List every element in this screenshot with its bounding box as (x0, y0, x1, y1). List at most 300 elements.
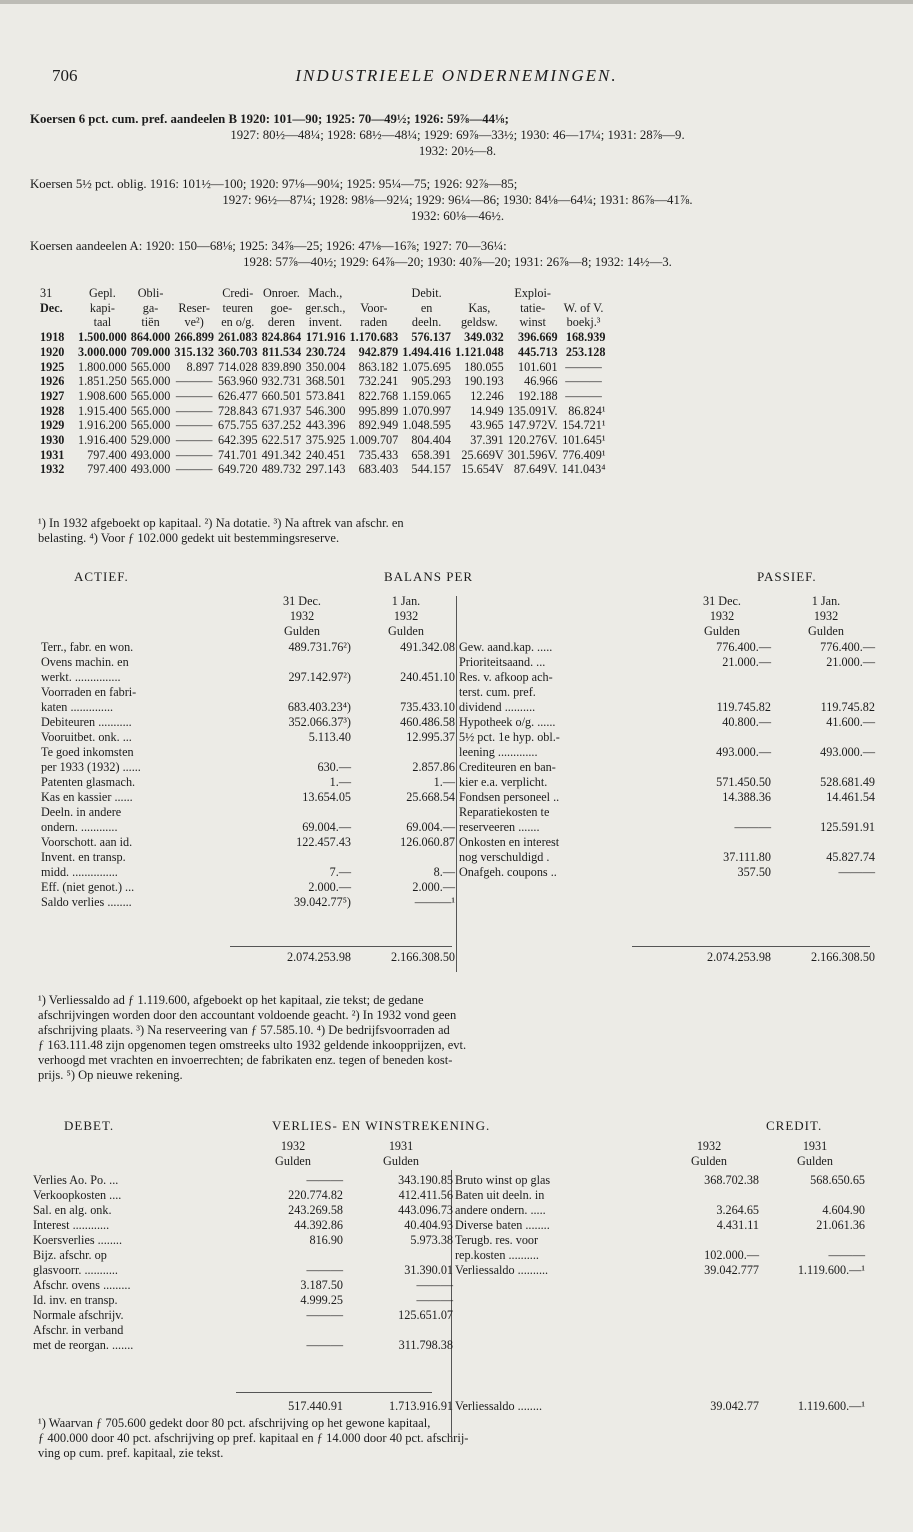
total-value: 1.119.600.—¹ (797, 1399, 865, 1413)
value-cell: 1.121.048 (454, 344, 504, 359)
table-row (38, 895, 458, 910)
table-row (38, 374, 607, 389)
col-head: Gulden (383, 1154, 419, 1168)
table-row (456, 865, 878, 880)
value-cell: ——— (175, 462, 213, 477)
row-value: 12.995.37 (406, 730, 455, 744)
row-value: 683.403.23⁴) (287, 700, 351, 714)
page-header (0, 66, 913, 96)
value-cell: ——— (565, 359, 602, 374)
value-cell: ——— (175, 374, 213, 389)
year-cell: 1932 (40, 462, 65, 477)
header-row (38, 286, 607, 301)
note-line: belasting. ⁴) Voor ƒ 102.000 gedekt uit bestemmingsreserve. (38, 531, 340, 545)
row-value (774, 730, 878, 745)
row-value: 40.404.93 (404, 1218, 453, 1232)
row-value: 125.591.91 (820, 820, 875, 834)
row-label: andere ondern. ..... (455, 1203, 546, 1217)
row-value (762, 1188, 868, 1203)
row-label: rep.kosten .......... (455, 1248, 539, 1262)
row-value (250, 685, 354, 700)
row-value: 39.042.777 (704, 1263, 759, 1277)
row-value: 40.800.— (722, 715, 771, 729)
value-cell: 46.966 (524, 374, 558, 389)
row-value: 489.731.76²) (288, 640, 351, 654)
col-head: 1932 (709, 609, 735, 623)
row-value: 37.111.80 (723, 850, 771, 864)
row-label: Ovens machin. en (41, 655, 129, 669)
history-notes (38, 516, 878, 546)
value-cell: 493.000 (130, 447, 171, 462)
value-cell: ——— (175, 388, 213, 403)
col-head: 1 Jan. (391, 594, 421, 608)
column-header: deren (267, 315, 295, 330)
value-cell: 1.916.400 (78, 433, 127, 448)
table-row (38, 835, 458, 850)
row-value (346, 1323, 456, 1338)
row-label: Terugb. res. voor (455, 1233, 539, 1247)
row-value: 5.113.40 (308, 730, 351, 744)
table-row (456, 820, 878, 835)
row-value: 122.457.43 (296, 835, 351, 849)
row-value: 4.431.11 (716, 1218, 759, 1232)
table-row (456, 685, 878, 700)
row-label: ondern. ............ (41, 820, 118, 834)
value-cell: 491.342 (261, 447, 302, 462)
row-label: Crediteuren en ban- (459, 760, 556, 774)
row-value: 41.600.— (826, 715, 875, 729)
col-head: 1932 (280, 1139, 306, 1153)
value-cell: 565.000 (130, 374, 171, 389)
column-header (347, 286, 400, 301)
value-cell: 576.137 (411, 330, 451, 345)
row-value: 3.264.65 (716, 1203, 759, 1217)
value-cell: 675.755 (217, 418, 258, 433)
passief-table (456, 640, 878, 880)
note-line: ¹) Waarvan ƒ 705.600 gedekt door 80 pct. afschrijving op het gewone kapitaal, (38, 1416, 431, 1430)
value-cell: 728.843 (217, 403, 258, 418)
row-value: 493.000.— (716, 745, 771, 759)
row-label: terst. cum. pref. (459, 685, 536, 699)
row-label: Gew. aand.kap. ..... (459, 640, 553, 654)
row-label: Onafgeh. coupons .. (459, 865, 557, 879)
value-cell: 565.000 (130, 403, 171, 418)
row-value (354, 655, 458, 670)
koersen-line: 1927: 96½—87¼; 1928: 98⅛—92¼; 1929: 96¼—86; 1930: 84⅛—64¼; 1931: 86⅞—41⅞. (222, 193, 693, 207)
row-value: 119.745.82 (820, 700, 875, 714)
row-value (774, 835, 878, 850)
value-cell: 489.732 (261, 462, 302, 477)
value-cell: 154.721¹ (562, 418, 606, 433)
total-label: Verliessaldo ........ (455, 1399, 542, 1413)
table-row (38, 640, 458, 655)
value-cell: 892.949 (358, 418, 399, 433)
value-cell: 622.517 (261, 433, 302, 448)
value-cell: 443.396 (305, 418, 346, 433)
value-cell: 797.400 (87, 447, 127, 462)
row-value (774, 685, 878, 700)
value-cell: 1.500.000 (78, 330, 127, 345)
row-label: leening ............. (459, 745, 538, 759)
row-value: ——— (416, 1278, 453, 1292)
row-value: 571.450.50 (716, 775, 771, 789)
page-number: 706 (52, 66, 78, 85)
row-label: Diverse baten ........ (455, 1218, 550, 1232)
row-value: 125.651.07 (398, 1308, 453, 1322)
row-value: 102.000.— (704, 1248, 759, 1262)
row-label: Patenten glasmach. (41, 775, 136, 789)
row-label: Eff. (niet genot.) ... (41, 880, 135, 894)
row-label: Verlies Ao. Po. ... (33, 1173, 119, 1187)
value-cell: 297.143 (305, 462, 346, 477)
row-value (240, 1323, 346, 1338)
row-value: 119.745.82 (716, 700, 771, 714)
row-value (354, 745, 458, 760)
year-cell: 1927 (40, 388, 65, 403)
col-head: Gulden (284, 624, 320, 638)
value-cell: 1.159.065 (402, 388, 451, 403)
value-cell: ——— (175, 418, 213, 433)
table-row (456, 775, 878, 790)
total-value: 2.074.253.98 (707, 950, 771, 964)
value-cell: 180.055 (464, 359, 504, 374)
value-cell: 797.400 (87, 462, 127, 477)
row-value (354, 805, 458, 820)
value-cell: 301.596V. (507, 447, 558, 462)
year-cell: 1925 (40, 359, 65, 374)
table-row (30, 1218, 456, 1233)
debet-total-rule (236, 1392, 432, 1393)
row-value (670, 835, 774, 850)
row-label: Verliessaldo .......... (455, 1263, 549, 1277)
table-row (452, 1248, 868, 1263)
row-value (656, 1233, 762, 1248)
value-cell: 824.864 (261, 330, 302, 345)
value-cell: 253.128 (565, 344, 606, 359)
column-header (560, 286, 608, 301)
table-row (456, 760, 878, 775)
running-title: INDUSTRIEELE ONDERNEMINGEN. (295, 66, 618, 85)
row-label: nog verschuldigd . (459, 850, 550, 864)
total-value: 2.166.308.50 (811, 950, 875, 964)
row-value (346, 1248, 456, 1263)
value-cell: 349.032 (464, 330, 504, 345)
row-label: reserveeren ....... (459, 820, 540, 834)
table-row (38, 700, 458, 715)
table-row (38, 745, 458, 760)
row-value: 8.— (433, 865, 455, 879)
row-label: kier e.a. verplicht. (459, 775, 548, 789)
row-value: 4.604.90 (822, 1203, 865, 1217)
value-cell: 1.851.250 (78, 374, 127, 389)
table-row (30, 1233, 456, 1248)
column-header: Credi- (222, 286, 254, 300)
value-cell: 87.649V. (513, 462, 558, 477)
row-value: 2.000.— (308, 880, 351, 894)
row-value: ——— (306, 1308, 343, 1322)
row-value: 1.— (329, 775, 351, 789)
table-row (456, 790, 878, 805)
column-header: en (420, 300, 433, 315)
year-cell: 1928 (40, 403, 65, 418)
row-label: Afschr. ovens ......... (33, 1278, 131, 1292)
value-cell: 1.916.200 (78, 418, 127, 433)
value-cell: 714.028 (217, 359, 258, 374)
row-value: 343.190.85 (398, 1173, 453, 1187)
row-label: Vooruitbet. onk. ... (41, 730, 132, 744)
table-row (456, 745, 878, 760)
col-head: 1 Jan. (811, 594, 841, 608)
value-cell: ——— (565, 374, 602, 389)
row-label: werkt. ............... (41, 670, 121, 684)
col-head: 1931 (388, 1139, 414, 1153)
table-row (38, 670, 458, 685)
value-cell: 396.669 (518, 330, 558, 345)
row-label: Voorschott. aan id. (41, 835, 133, 849)
koersen-line: 1928: 57⅞—40½; 1929: 64⅞—20; 1930: 40⅞—20; 1931: 26⅞—8; 1932: 14½—3. (243, 255, 672, 269)
value-cell: 1.908.600 (78, 388, 127, 403)
col-head: 1932 (813, 609, 839, 623)
note-line: ¹) Verliessaldo ad ƒ 1.119.600, afgeboekt op het kapitaal, zie tekst; de gedane (38, 993, 424, 1007)
value-cell: 565.000 (130, 388, 171, 403)
table-row (30, 1203, 456, 1218)
value-cell: ——— (175, 433, 213, 448)
value-cell: 776.409¹ (562, 447, 606, 462)
value-cell: ——— (565, 388, 602, 403)
table-row (30, 1278, 456, 1293)
balans-notes (38, 993, 874, 1083)
column-header: boekj.³ (566, 315, 601, 330)
value-cell: 25.669V (461, 447, 504, 462)
row-value: 220.774.82 (288, 1188, 343, 1202)
row-label: Bruto winst op glas (455, 1173, 551, 1187)
value-cell: 368.501 (305, 374, 346, 389)
row-label: Normale afschrijv. (33, 1308, 124, 1322)
column-header: invent. (308, 315, 343, 330)
row-label: 5½ pct. 1e hyp. obl.- (459, 730, 560, 744)
year-cell: 1929 (40, 418, 65, 433)
value-cell: 565.000 (130, 359, 171, 374)
table-row (30, 1293, 456, 1308)
value-cell: 660.501 (261, 388, 302, 403)
table-row (452, 1188, 868, 1203)
row-label: katen .............. (41, 700, 114, 714)
col-head: Gulden (388, 624, 424, 638)
value-cell: 266.899 (174, 330, 214, 345)
table-row (38, 360, 607, 375)
value-cell: 735.433 (358, 447, 399, 462)
column-header: W. of V. (563, 300, 604, 315)
column-header: raden (360, 315, 388, 330)
column-header: kapi- (89, 300, 115, 315)
column-header: en o/g. (221, 315, 255, 330)
table-row (38, 462, 607, 477)
value-cell: 683.403 (358, 462, 399, 477)
row-value: 21.000.— (826, 655, 875, 669)
value-cell: 546.300 (305, 403, 346, 418)
row-value (354, 685, 458, 700)
value-cell: 261.083 (217, 330, 258, 345)
row-label: Koersverlies ........ (33, 1233, 123, 1247)
row-label: Deeln. in andere (41, 805, 122, 819)
value-cell: ——— (175, 403, 213, 418)
table-row (456, 670, 878, 685)
debet-table (30, 1173, 456, 1353)
row-value: 368.702.38 (704, 1173, 759, 1187)
row-value: 630.— (317, 760, 351, 774)
value-cell: 12.246 (470, 388, 504, 403)
actief-total (38, 950, 458, 965)
table-row (38, 389, 607, 404)
value-cell: 168.939 (565, 330, 606, 345)
row-label: Debiteuren ........... (41, 715, 132, 729)
table-row (38, 448, 607, 463)
row-value: 39.042.77⁵) (293, 895, 351, 909)
koersen-line: 1927: 80½—48¼; 1928: 68½—48¼; 1929: 69⅞—33½; 1930: 46—17¼; 1931: 28⅞—9. (230, 128, 685, 142)
value-cell: 649.720 (217, 462, 258, 477)
value-cell: 37.391 (470, 433, 504, 448)
koersen-line: Koersen aandeelen A: 1920: 150—68⅛; 1925: 34⅞—25; 1926: 47⅛—16⅞; 1927: 70—36¼: (30, 239, 507, 253)
row-label: Interest ............ (33, 1218, 110, 1232)
value-cell: 147.972V. (507, 418, 558, 433)
table-row (38, 345, 607, 360)
row-value: 1.— (433, 775, 455, 789)
table-row (456, 715, 878, 730)
credit-table (452, 1173, 868, 1278)
column-header: teuren (222, 300, 253, 315)
debet-title: DEBET. (64, 1118, 115, 1133)
row-value: 311.798.38 (398, 1338, 453, 1352)
balans-col-head-left (38, 594, 458, 639)
value-cell: 1.070.997 (402, 403, 451, 418)
row-value: 44.392.86 (294, 1218, 343, 1232)
note-line: ving op cum. pref. kapitaal, zie tekst. (38, 1446, 224, 1460)
row-value: 45.827.74 (826, 850, 875, 864)
table-row (38, 433, 607, 448)
value-cell: 1.915.400 (78, 403, 127, 418)
value-cell: 942.879 (358, 344, 399, 359)
value-cell: 637.252 (261, 418, 302, 433)
row-value: 3.187.50 (300, 1278, 343, 1292)
row-label: Prioriteitsaand. ... (459, 655, 546, 669)
row-value (250, 850, 354, 865)
row-value: 21.000.— (722, 655, 771, 669)
column-header (38, 315, 76, 330)
table-row (38, 760, 458, 775)
value-cell: 8.897 (186, 359, 214, 374)
col-head: 1932 (393, 609, 419, 623)
value-cell: 563.960 (217, 374, 258, 389)
row-value: ——— (734, 820, 771, 834)
column-header: geldsw. (460, 315, 498, 330)
column-header: Kas, (468, 300, 491, 315)
row-value: 4.999.25 (300, 1293, 343, 1307)
value-cell: 658.391 (411, 447, 451, 462)
row-label: Verkoopkosten .... (33, 1188, 122, 1202)
value-cell: 120.276V. (507, 433, 558, 448)
col-head: Gulden (275, 1154, 311, 1168)
table-row (452, 1173, 868, 1188)
column-header: Obli- (137, 286, 164, 300)
koersen-line: 1932: 20½—8. (418, 144, 497, 158)
value-cell: 1.048.595 (402, 418, 451, 433)
note-line: verhoogd met vrachten en invoerrechten; de fabrikaten enz. tegen of beneden kost- (38, 1053, 453, 1067)
row-label: Afschr. in verband (33, 1323, 124, 1337)
row-value: 7.— (329, 865, 351, 879)
table-row (452, 1233, 868, 1248)
value-cell: 544.157 (411, 462, 451, 477)
row-value: 816.90 (309, 1233, 343, 1247)
value-cell: 1.494.416 (402, 344, 451, 359)
row-value (670, 730, 774, 745)
value-cell: 905.293 (411, 374, 451, 389)
table-row (38, 418, 607, 433)
row-value (774, 670, 878, 685)
year-cell: 1920 (40, 344, 65, 359)
value-cell: 839.890 (261, 359, 302, 374)
row-label: Fondsen personeel .. (459, 790, 560, 804)
value-cell: 709.000 (130, 344, 171, 359)
row-value: ——— (306, 1338, 343, 1352)
row-value (774, 805, 878, 820)
row-value: 776.400.— (716, 640, 771, 654)
row-value (670, 760, 774, 775)
row-value: 352.066.37³) (288, 715, 351, 729)
column-header (453, 286, 506, 301)
column-header: deeln. (411, 315, 442, 330)
row-value: 25.668.54 (406, 790, 455, 804)
value-cell: 445.713 (518, 344, 558, 359)
value-cell: 43.965 (470, 418, 504, 433)
value-cell: 932.731 (261, 374, 302, 389)
row-label: Invent. en transp. (41, 850, 126, 864)
table-row (456, 655, 878, 670)
row-value: 460.486.58 (400, 715, 455, 729)
value-cell: 230.724 (305, 344, 346, 359)
table-row (456, 850, 878, 865)
debet-total (30, 1399, 456, 1414)
table-row (38, 730, 458, 745)
table-row (30, 1263, 456, 1278)
table-row (30, 1248, 456, 1263)
row-value: 357.50 (737, 865, 771, 879)
table-row (456, 835, 878, 850)
row-value (670, 805, 774, 820)
table-row (452, 1263, 868, 1278)
value-cell: 642.395 (217, 433, 258, 448)
table-row (38, 880, 458, 895)
row-value: 243.269.58 (288, 1203, 343, 1217)
row-value: 21.061.36 (816, 1218, 865, 1232)
row-label: Hypotheek o/g. ...... (459, 715, 556, 729)
total-value: 2.074.253.98 (287, 950, 351, 964)
row-value: 528.681.49 (820, 775, 875, 789)
row-value: 2.857.86 (412, 760, 455, 774)
row-value: ——— (416, 1293, 453, 1307)
row-value: ——— (306, 1173, 343, 1187)
row-value: 5.973.38 (410, 1233, 453, 1247)
column-header (172, 286, 216, 301)
year-cell: 1926 (40, 374, 65, 389)
value-cell: 804.404 (411, 433, 451, 448)
table-row (30, 1338, 456, 1353)
value-cell: ——— (175, 447, 213, 462)
column-header: ga- (142, 300, 159, 315)
row-value: 1.119.600.—¹ (797, 1263, 865, 1277)
table-row (38, 865, 458, 880)
column-header: Reser- (178, 300, 210, 315)
value-cell: 3.000.000 (78, 344, 127, 359)
